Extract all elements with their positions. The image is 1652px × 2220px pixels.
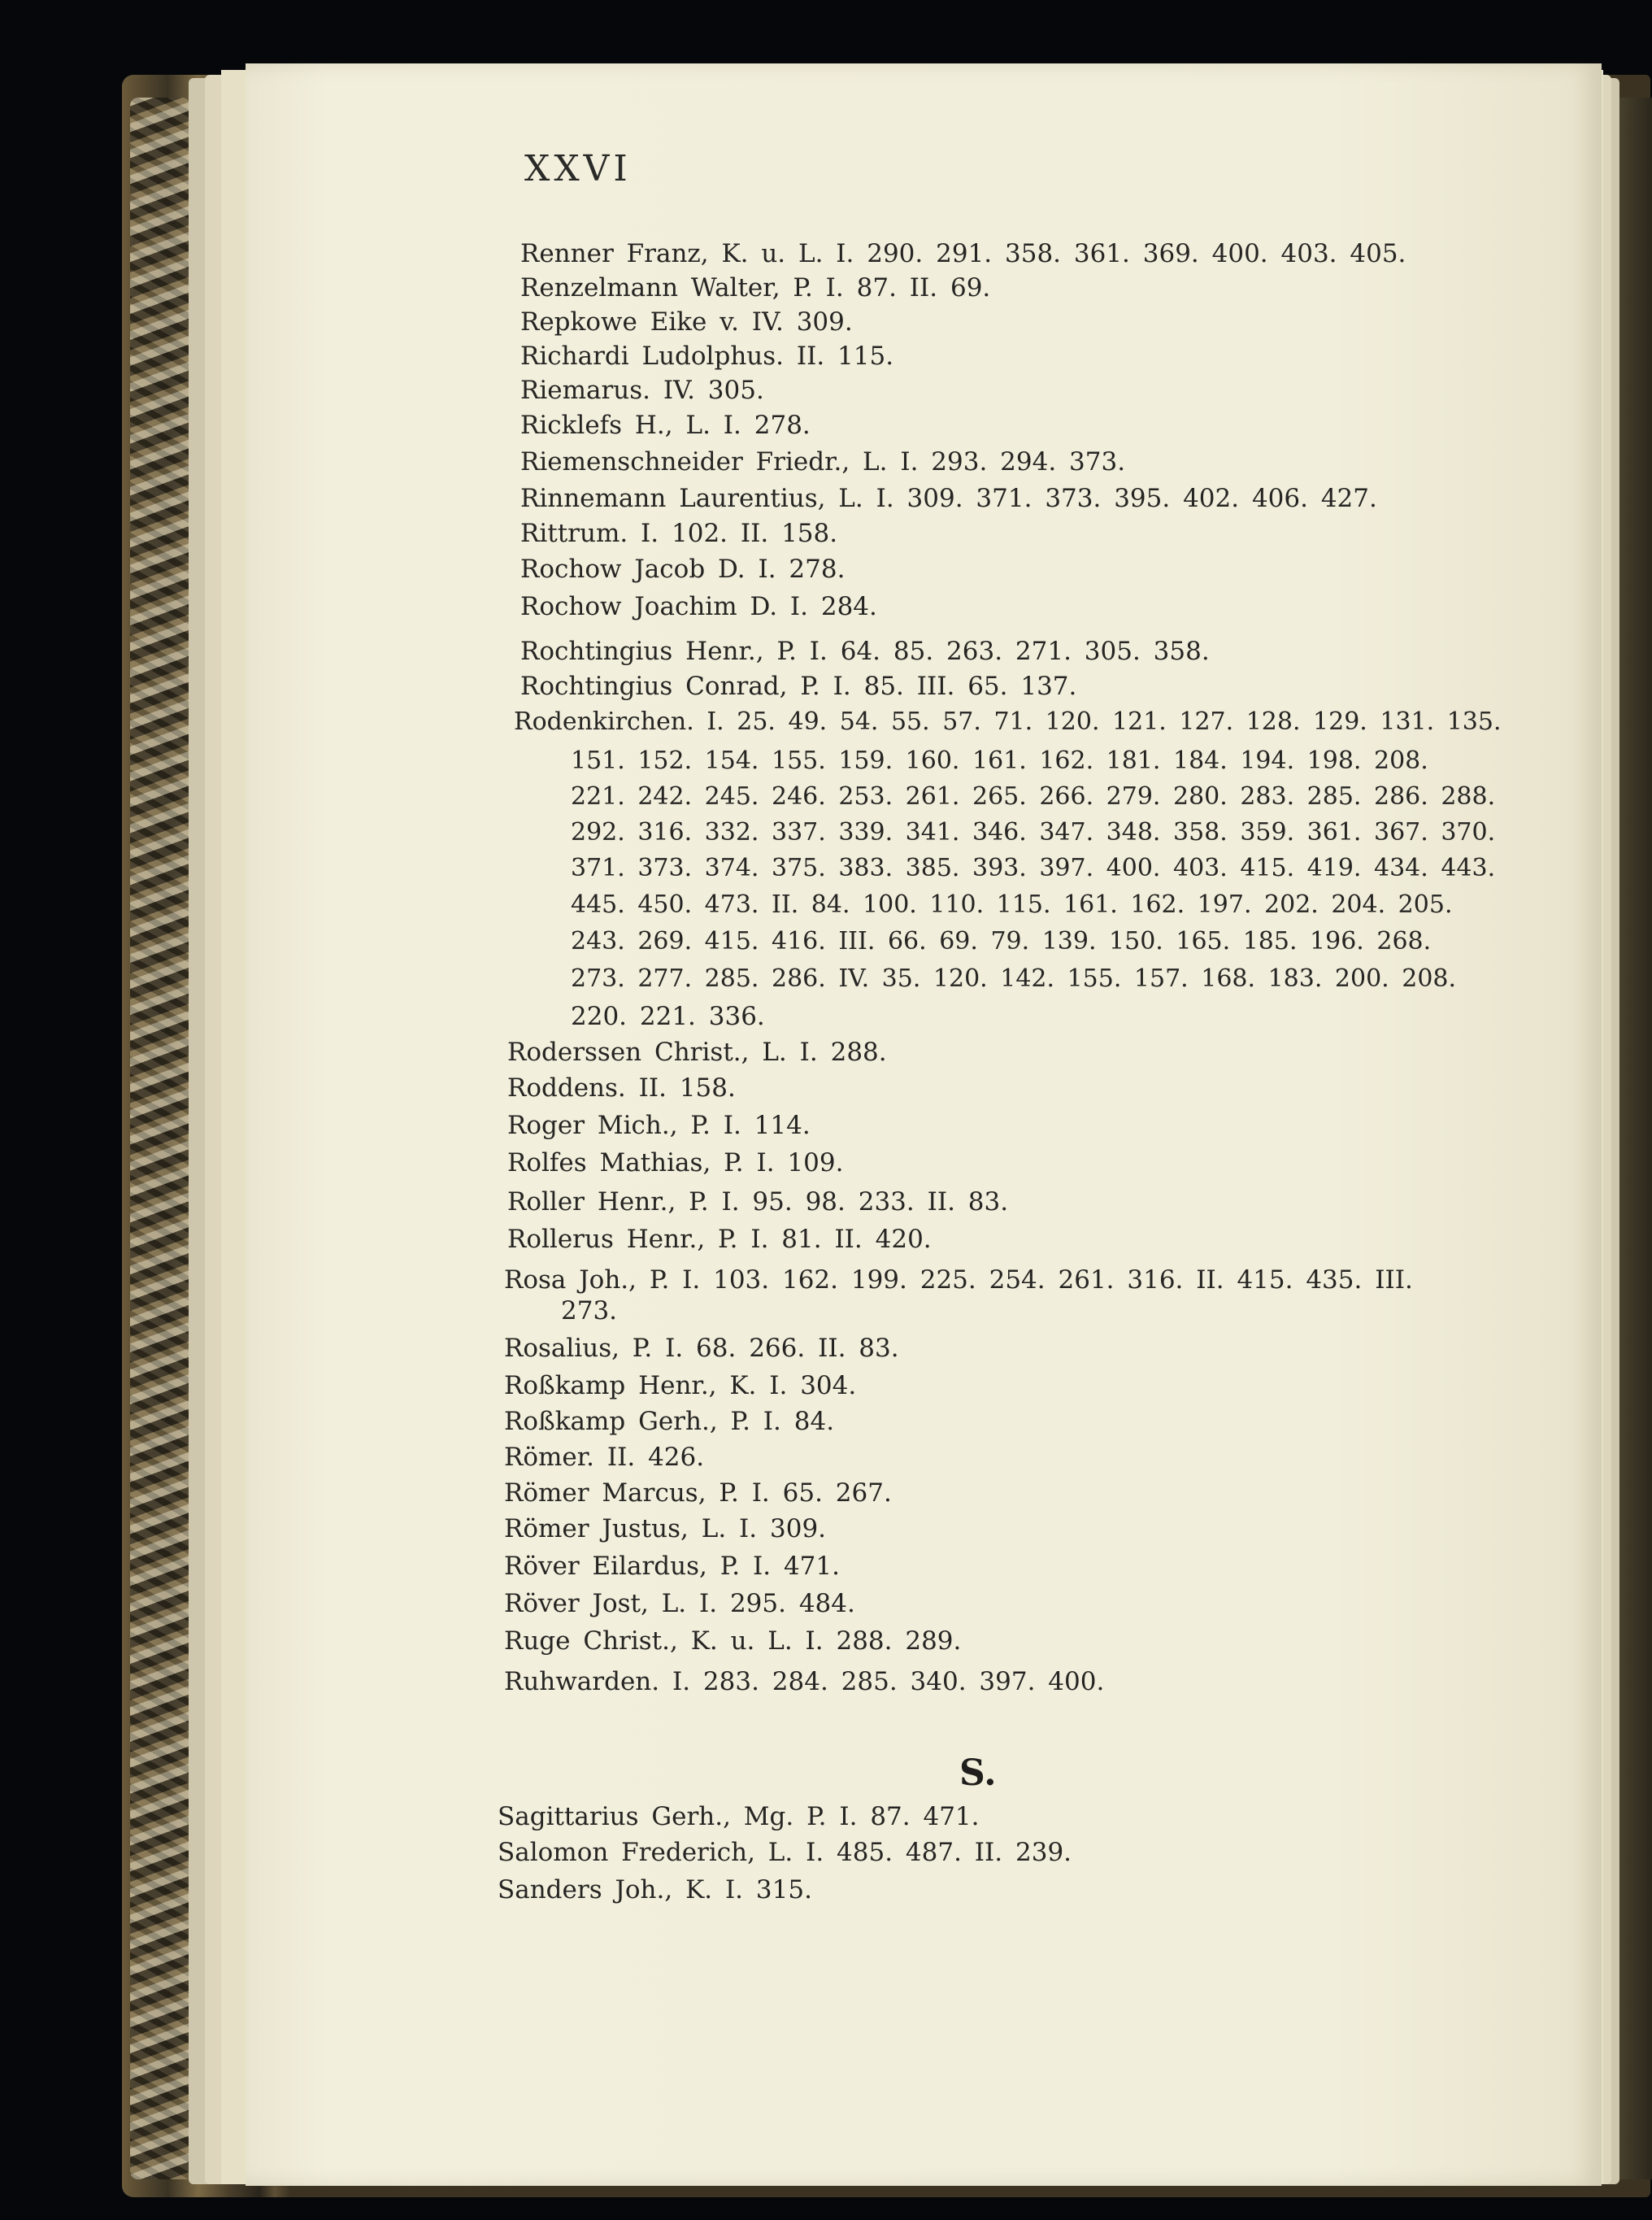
index-entry: Ruhwarden. I. 283. 284. 285. 340. 397. 400. <box>504 1667 1105 1696</box>
index-entry: Ruge Christ., K. u. L. I. 288. 289. <box>504 1626 962 1656</box>
index-entry: Repkowe Eike v. IV. 309. <box>520 307 853 337</box>
index-entry-continued: 273. 277. 285. 286. IV. 35. 120. 142. 155. 157. 168. 183. 200. 208. <box>571 964 1457 993</box>
index-entry: Roger Mich., P. I. 114. <box>507 1111 811 1140</box>
index-entry: Rolfes Mathias, P. I. 109. <box>507 1148 844 1177</box>
index-entry: Renzelmann Walter, P. I. 87. II. 69. <box>520 273 991 303</box>
index-entry: Sagittarius Gerh., Mg. P. I. 87. 471. <box>498 1802 980 1831</box>
index-entry: Rochtingius Henr., P. I. 64. 85. 263. 271. 305. 358. <box>520 637 1210 666</box>
index-entry: Riemenschneider Friedr., L. I. 293. 294. 373. <box>520 447 1126 477</box>
index-entry: Rosalius, P. I. 68. 266. II. 83. <box>504 1334 899 1363</box>
book-page <box>246 63 1602 2186</box>
page-number: XXVI <box>524 148 632 189</box>
index-entry: Römer Marcus, P. I. 65. 267. <box>504 1478 892 1508</box>
index-entry: Roderssen Christ., L. I. 288. <box>507 1038 887 1067</box>
section-heading: S. <box>959 1752 997 1794</box>
index-entry: Röver Jost, L. I. 295. 484. <box>504 1589 855 1618</box>
index-entry: Salomon Frederich, L. I. 485. 487. II. 239. <box>498 1838 1072 1867</box>
index-entry-continued: 221. 242. 245. 246. 253. 261. 265. 266. 279. 280. 283. 285. 286. 288. <box>571 782 1496 811</box>
index-entry: Roller Henr., P. I. 95. 98. 233. II. 83. <box>507 1187 1009 1217</box>
index-entry: Roßkamp Henr., K. I. 304. <box>504 1371 857 1400</box>
index-entry-continued: 445. 450. 473. II. 84. 100. 110. 115. 161. 162. 197. 202. 204. 205. <box>571 890 1453 919</box>
index-entry: Rosa Joh., P. I. 103. 162. 199. 225. 254. 261. 316. II. 415. 435. III. <box>504 1265 1413 1295</box>
index-entry: Römer Justus, L. I. 309. <box>504 1514 827 1543</box>
index-entry-continued: 243. 269. 415. 416. III. 66. 69. 79. 139. 150. 165. 185. 196. 268. <box>571 927 1432 955</box>
index-entry: Renner Franz, K. u. L. I. 290. 291. 358. 361. 369. 400. 403. 405. <box>520 239 1406 268</box>
index-entry-continued: 151. 152. 154. 155. 159. 160. 161. 162. 181. 184. 194. 198. 208. <box>571 747 1428 775</box>
index-entry: Rodenkirchen. I. 25. 49. 54. 55. 57. 71. 120. 121. 127. 128. 129. 131. 135. <box>514 707 1502 736</box>
index-entry: Riemarus. IV. 305. <box>520 376 764 405</box>
index-entry: Rollerus Henr., P. I. 81. II. 420. <box>507 1225 932 1254</box>
index-entry: Rochow Jacob D. I. 278. <box>520 555 846 584</box>
index-entry-continued: 273. <box>561 1296 618 1325</box>
index-entry: Römer. II. 426. <box>504 1443 705 1472</box>
index-entry: Röver Eilardus, P. I. 471. <box>504 1552 840 1581</box>
index-entry-continued: 371. 373. 374. 375. 383. 385. 393. 397. 400. 403. 415. 419. 434. 443. <box>571 854 1496 882</box>
index-entry-continued: 220. 221. 336. <box>571 1002 765 1031</box>
index-entry: Richardi Ludolphus. II. 115. <box>520 342 894 371</box>
index-entry: Roddens. II. 158. <box>507 1073 736 1103</box>
index-entry: Rittrum. I. 102. II. 158. <box>520 519 838 548</box>
index-entry: Sanders Joh., K. I. 315. <box>498 1875 812 1904</box>
index-entry: Rochtingius Conrad, P. I. 85. III. 65. 137. <box>520 672 1077 701</box>
index-entry: Ricklefs H., L. I. 278. <box>520 411 811 440</box>
index-entry: Rinnemann Laurentius, L. I. 309. 371. 373. 395. 402. 406. 427. <box>520 484 1377 513</box>
index-entry: Roßkamp Gerh., P. I. 84. <box>504 1407 835 1436</box>
index-entry-continued: 292. 316. 332. 337. 339. 341. 346. 347. 348. 358. 359. 361. 367. 370. <box>571 818 1496 847</box>
index-entry: Rochow Joachim D. I. 284. <box>520 592 877 621</box>
